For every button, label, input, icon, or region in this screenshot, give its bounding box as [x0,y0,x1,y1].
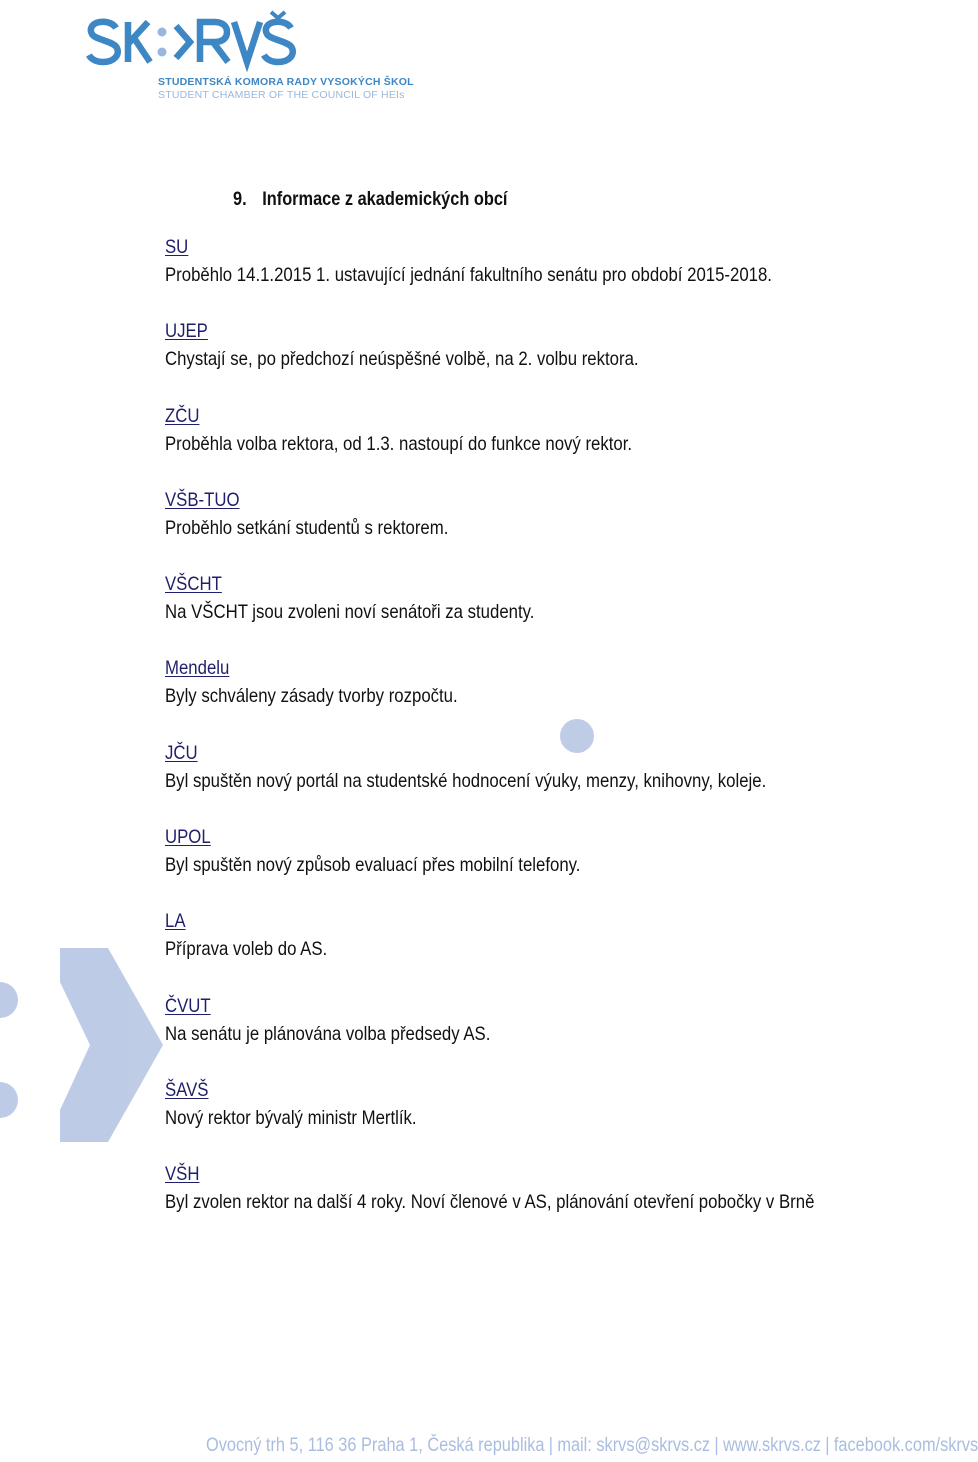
footer-mail: mail: skrvs@skrvs.cz [557,1435,711,1456]
entry-title: VŠCHT [165,573,222,596]
entry-la [165,910,925,994]
entry-upol [165,826,925,910]
entry-jcu [165,742,925,826]
logo-subtitle-czech: STUDENTSKÁ KOMORA RADY VYSOKÝCH ŠKOL [158,76,414,88]
entry-text: Na VŠCHT jsou zvoleni noví senátoři za studenty. [165,601,535,624]
entry-text: Příprava voleb do AS. [165,938,328,961]
entry-text: Byl spuštěn nový způsob evaluací přes mobilní telefony. [165,854,581,877]
logo-subtitle-english: STUDENT CHAMBER OF THE COUNCIL OF HEIs [158,89,405,101]
skrvs-logo [86,14,414,104]
entry-title: UJEP [165,320,208,343]
page-footer [206,1435,978,1457]
entry-savs [165,1079,925,1163]
entry-text: Byly schváleny zásady tvorby rozpočtu. [165,685,458,708]
entry-text: Byl zvolen rektor na další 4 roky. Noví členové v AS, plánování otevření pobočky v Brně [165,1191,815,1214]
entry-mendelu [165,657,925,741]
section-number: 9. [233,189,247,210]
entry-text: Byl spuštěn nový portál na studentské hodnocení výuky, menzy, knihovny, koleje. [165,769,767,792]
section-title: Informace z akademických obcí [262,189,508,210]
entry-text: Proběhlo setkání studentů s rektorem. [165,516,449,539]
entry-text: Nový rektor bývalý ministr Mertlík. [165,1106,417,1129]
entry-cvut [165,995,925,1079]
entry-su [165,236,925,320]
entry-vsb-tuo [165,489,925,573]
entry-title: JČU [165,741,198,764]
entry-title: ČVUT [165,994,211,1017]
entry-title: VŠB-TUO [165,488,240,511]
footer-separator: | [825,1435,830,1456]
skrvs-wordmark-logo [86,14,306,72]
section-heading [233,189,507,211]
entry-title: ŠAVŠ [165,1078,209,1101]
entry-text: Proběhla volba rektora, od 1.3. nastoupí do funkce nový rektor. [165,432,633,455]
footer-separator: | [548,1435,554,1456]
entry-text: Chystají se, po předchozí neúspěšné volbě, na 2. volbu rektora. [165,348,639,371]
footer-address: Ovocný trh 5, 116 36 Praha 1, Česká republika [206,1435,545,1456]
entry-title: VŠH [165,1163,200,1186]
footer-web: www.skrvs.cz [722,1435,821,1456]
entry-ujep [165,320,925,404]
entry-title: ZČU [165,404,200,427]
entry-vscht [165,573,925,657]
entry-vsh [165,1163,925,1247]
entry-title: LA [165,910,186,933]
entry-title: Mendelu [165,657,230,680]
entry-zcu [165,405,925,489]
entry-text: Na senátu je plánována volba předsedy AS. [165,1022,491,1045]
entry-title: SU [165,236,189,258]
footer-facebook: facebook.com/skrvs [833,1435,978,1456]
university-entries [165,236,925,1248]
entry-title: UPOL [165,826,211,849]
footer-separator: | [714,1435,719,1456]
entry-text: Proběhlo 14.1.2015 1. ustavující jednání fakultního senátu pro období 2015-2018. [165,264,772,286]
